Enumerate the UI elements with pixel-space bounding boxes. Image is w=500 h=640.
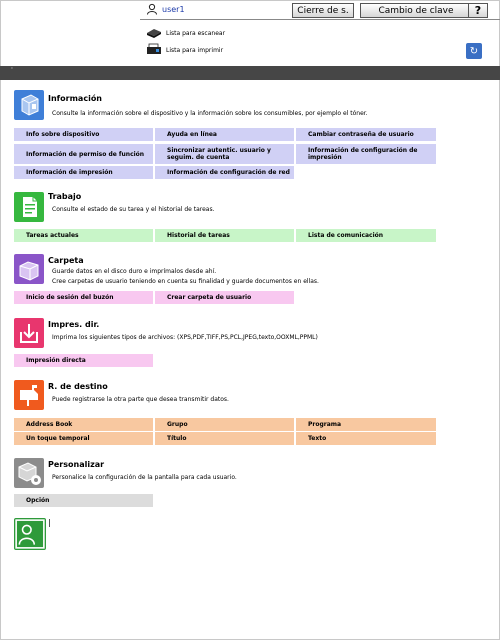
section-admin <box>14 518 488 554</box>
section-information <box>14 90 488 180</box>
print-list-label: Lista para imprimir <box>166 46 224 54</box>
section-direct-print <box>14 318 488 370</box>
change-password-button[interactable]: Cambio de clave <box>360 3 472 18</box>
refresh-icon: ↻ <box>469 45 479 57</box>
user-info <box>146 3 185 15</box>
information-icon[interactable] <box>14 90 44 120</box>
function-permission-info-link[interactable]: Información de permiso de función <box>14 144 153 164</box>
communication-list-link[interactable]: Lista de comunicación <box>296 229 436 242</box>
sync-auth-account-link[interactable]: Sincronizar autentic. usuario y seguim. de cuenta <box>155 144 294 164</box>
online-help-link[interactable]: Ayuda en línea <box>155 128 294 141</box>
print-info-link[interactable]: Información de impresión <box>14 166 153 179</box>
logout-button[interactable]: Cierre de s. <box>292 3 354 18</box>
user-icon <box>146 3 158 15</box>
job-title[interactable]: Trabajo <box>48 192 82 201</box>
print-config-info-link[interactable]: Información de configuración de impresión <box>296 144 436 164</box>
program-link[interactable]: Programa <box>296 418 436 431</box>
job-history-link[interactable]: Historial de tareas <box>155 229 294 242</box>
text-link[interactable]: Texto <box>296 432 436 445</box>
customize-title[interactable]: Personalizar <box>48 460 105 469</box>
title-bar-mark: ' <box>11 66 13 74</box>
group-link[interactable]: Grupo <box>155 418 294 431</box>
customize-icon[interactable] <box>14 458 44 488</box>
job-icon[interactable] <box>14 192 44 222</box>
change-user-password-link[interactable]: Cambiar contraseña de usuario <box>296 128 436 141</box>
information-desc: Consulte la información sobre el dispositivo y la información sobre los consumibles, por ejemplo el tóner. <box>52 110 368 117</box>
section-customize <box>14 458 488 510</box>
user-name[interactable]: user1 <box>162 4 185 14</box>
print-list-link[interactable] <box>146 43 223 57</box>
folder-desc-1: Guarde datos en el disco duro e imprímalos desde ahí. <box>52 268 217 275</box>
create-user-folder-link[interactable]: Crear carpeta de usuario <box>155 291 294 304</box>
direct-print-link[interactable]: Impresión directa <box>14 354 153 367</box>
refresh-button[interactable] <box>466 43 482 59</box>
admin-title[interactable]: | <box>48 518 51 527</box>
top-bar <box>140 0 500 22</box>
job-desc: Consulte el estado de su tarea y el historial de tareas. <box>52 206 215 213</box>
top-separator <box>140 19 500 20</box>
folder-desc-2: Cree carpetas de usuario teniendo en cuenta su finalidad y guarde documentos en ellas. <box>52 278 319 285</box>
section-destination <box>14 380 488 446</box>
direct-print-desc: Imprima los siguientes tipos de archivos: (XPS,PDF,TIFF,PS,PCL,JPEG,texto,OOXML,PPML) <box>52 334 318 341</box>
destination-desc: Puede registrarse la otra parte que desea transmitir datos. <box>52 396 229 403</box>
option-link[interactable]: Opción <box>14 494 153 507</box>
mailbox-login-link[interactable]: Inicio de sesión del buzón <box>14 291 153 304</box>
temporary-one-touch-link[interactable]: Un toque temporal <box>14 432 153 445</box>
folder-icon[interactable] <box>14 254 44 284</box>
network-config-info-link[interactable]: Información de configuración de red <box>155 166 294 179</box>
scanner-icon <box>146 27 162 39</box>
info-device-link[interactable]: Info sobre dispositivo <box>14 128 153 141</box>
printer-icon <box>146 43 162 57</box>
direct-print-icon[interactable] <box>14 318 44 348</box>
admin-user-icon[interactable] <box>14 518 46 550</box>
destination-title[interactable]: R. de destino <box>48 382 108 391</box>
information-title[interactable]: Información <box>48 94 103 103</box>
help-button[interactable]: ? <box>468 3 488 18</box>
title-bar <box>0 66 500 80</box>
address-book-link[interactable]: Address Book <box>14 418 153 431</box>
scan-list-label: Lista para escanear <box>166 29 226 37</box>
folder-title[interactable]: Carpeta <box>48 256 84 265</box>
destination-icon[interactable] <box>14 380 44 410</box>
section-folder <box>14 254 488 306</box>
customize-desc: Personalice la configuración de la pantalla para cada usuario. <box>52 474 237 481</box>
direct-print-title[interactable]: Impres. dir. <box>48 320 100 329</box>
section-job <box>14 192 488 244</box>
current-jobs-link[interactable]: Tareas actuales <box>14 229 153 242</box>
scan-list-link[interactable] <box>146 27 225 39</box>
title-link[interactable]: Título <box>155 432 294 445</box>
